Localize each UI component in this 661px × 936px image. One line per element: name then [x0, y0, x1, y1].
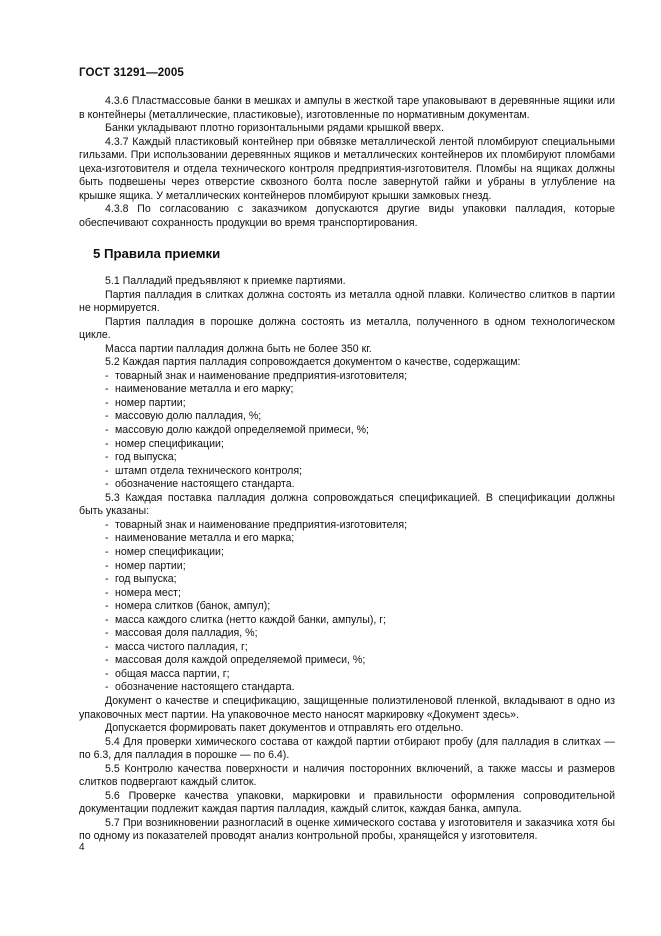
list-item: - массовая доля каждой определяемой примеси, %;	[105, 654, 366, 667]
list-item: - масса каждого слитка (нетто каждой банки, ампулы), г;	[105, 613, 387, 626]
paragraph-5-3: 5.3 Каждая поставка палладия должна сопровождаться спецификацией. В спецификации должны быть указаны:	[79, 491, 615, 518]
section-title: 5 Правила приемки	[93, 246, 221, 262]
document-body	[79, 95, 615, 844]
paragraph-document-placement: Документ о качестве и спецификацию, защищенные полиэтиленовой пленкой, вкладывают в одно из упаковочных мест партии. На упаковочное место наносят маркировку «Документ здесь».	[79, 694, 615, 721]
list-item: - наименование металла и его марку;	[105, 383, 294, 396]
list-item: - товарный знак и наименование предприятия-изготовителя;	[105, 518, 408, 531]
paragraph-5-7: 5.7 При возникновении разногласий в оценке химического состава у изготовителя и заказчика хотя бы по одному из показателей проводят анализ контрольной пробы, хранящейся у изготовителя.	[79, 816, 615, 843]
page-number: 4	[79, 842, 85, 853]
list-5-2	[79, 370, 615, 492]
paragraph-lot-powder: Партия палладия в порошке должна состоять из металла, полученного в одном технологическом цикле.	[79, 315, 615, 342]
paragraph-4-3-7: 4.3.7 Каждый пластиковый контейнер при обвязке металлической лентой пломбируют специальными гильзами. При использовании деревянных ящиков и металлических контейнеров их пломбируют пломбами цеха-изготовителя и отдела технического контроля предприятия-изготовителя. Пломбы на ящиках должны быть подвешены через отверстие сквозного болта после завернутой гайки и убраны в углубление на крышке ящика. У металлических контейнеров пломбируют крышки замковых гнезд.	[79, 135, 615, 202]
list-item: - номера слитков (банок, ампул);	[105, 600, 271, 613]
list-item: - номер партии;	[105, 559, 186, 572]
list-item: - массовую долю каждой определяемой примеси, %;	[105, 424, 369, 437]
paragraph-5-6: 5.6 Проверке качества упаковки, маркировки и правильности оформления сопроводительной документации подлежит каждая партия палладия, каждый слиток, каждая банка, ампула.	[79, 789, 615, 816]
list-item: - номер спецификации;	[105, 437, 224, 450]
list-item: - штамп отдела технического контроля;	[105, 464, 303, 477]
list-item: - массовая доля палладия, %;	[105, 627, 258, 640]
list-item: - год выпуска;	[105, 451, 177, 464]
list-item: - масса чистого палладия, г;	[105, 640, 248, 653]
list-item: - общая масса партии, г;	[105, 667, 230, 680]
list-item: - обозначение настоящего стандарта.	[105, 681, 295, 694]
list-item: - наименование металла и его марка;	[105, 532, 295, 545]
list-item: - массовую долю палладия, %;	[105, 410, 262, 423]
paragraph-4-3-8: 4.3.8 По согласованию с заказчиком допускаются другие виды упаковки палладия, которые обеспечивают сохранность продукции во время транспортирования.	[79, 203, 615, 229]
paragraph-5-1: 5.1 Палладий предъявляют к приемке партиями.	[105, 275, 346, 288]
document-header: ГОСТ 31291—2005	[79, 66, 184, 79]
list-item: - номер спецификации;	[105, 545, 224, 558]
list-item: - номера мест;	[105, 586, 181, 599]
paragraph-cans-placement: Банки укладывают плотно горизонтальными рядами крышкой вверх.	[105, 122, 444, 135]
paragraph-lot-ingots: Партия палладия в слитках должна состоять из металла одной плавки. Количество слитков в партии не нормируется.	[79, 288, 615, 315]
list-item: - обозначение настоящего стандарта.	[105, 478, 295, 491]
paragraph-5-2: 5.2 Каждая партия палладия сопровождается документом о качестве, содержащим:	[105, 356, 521, 369]
paragraph-5-5: 5.5 Контролю качества поверхности и наличия посторонних включений, а также массы и размеров слитков подвергают каждый слиток.	[79, 762, 615, 789]
list-5-3	[79, 519, 615, 695]
paragraph-lot-mass: Масса партии палладия должна быть не более 350 кг.	[105, 342, 372, 355]
list-item: - номер партии;	[105, 396, 186, 409]
paragraph-document-package: Допускается формировать пакет документов и отправлять его отдельно.	[105, 722, 464, 735]
list-item: - товарный знак и наименование предприятия-изготовителя;	[105, 369, 408, 382]
paragraph-5-4: 5.4 Для проверки химического состава от каждой партии отбирают пробу (для палладия в слитках — по 6.3, для палладия в порошке — по 6.4).	[79, 735, 615, 762]
list-item: - год выпуска;	[105, 573, 177, 586]
paragraph-4-3-6: 4.3.6 Пластмассовые банки в мешках и ампулы в жесткой таре упаковывают в деревянные ящики или в контейнеры (металлические, пластиковые), изготовленные по нормативным документам.	[79, 95, 615, 121]
